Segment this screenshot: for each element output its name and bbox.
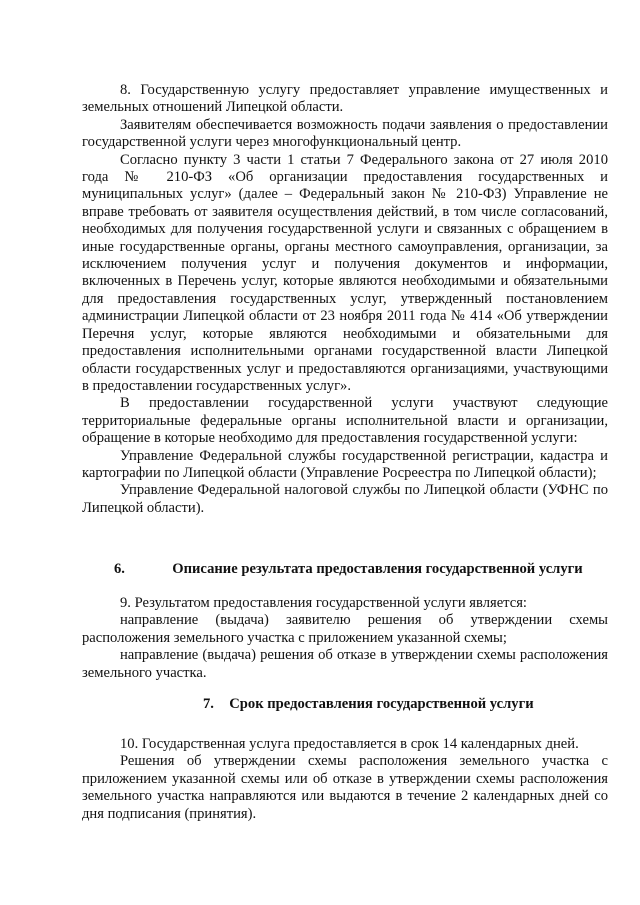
paragraph-8: 8. Государственную услугу предоставляет управление имущественных и земельных отношений Липецкой области. — [82, 82, 608, 116]
section-6-title: Описание результата предоставления государственной услуги — [172, 561, 583, 577]
section-7-number: 7. — [203, 696, 214, 712]
section-7-title: Срок предоставления государственной услуги — [229, 696, 534, 712]
paragraph-approve-result: направление (выдача) заявителю решения об утверждении схемы расположения земельного участка с приложением указанной схемы; — [82, 612, 608, 646]
paragraph-9: 9. Результатом предоставления государственной услуги является: — [120, 595, 527, 611]
section-6-number: 6. — [114, 561, 125, 577]
paragraph-applicants: Заявителям обеспечивается возможность подачи заявления о предоставлении государственной услуги через многофункциональный центр. — [82, 116, 608, 151]
paragraph-decisions-deadline: Решения об утверждении схемы расположения земельного участка с приложением указанной схемы или об отказе в утверждении схемы расположения земельного участка направляются или выдаются в течение 2 календарных дней со дня подписания (принятия). — [82, 753, 608, 822]
paragraph-10: 10. Государственная услуга предоставляется в срок 14 календарных дней. — [120, 736, 579, 752]
section-6-body — [82, 595, 608, 682]
paragraph-federal-law: Согласно пункту 3 части 1 статьи 7 Федерального закона от 27 июля 2010 года № 210-ФЗ «Об организации предоставления государственных и муниципальных услуг» (далее – Федеральный закон № 210-ФЗ) Управление не вправе требовать от заявителя осуществления действий, в том числе согласований, необходимых для получения государственной услуги и связанных с обращением в иные государственные органы, органы местного самоуправления, организации, за исключением получения услуг и получения документов и информации, включенных в Перечень услуг, которые являются необходимыми и обязательными для предоставления государственных услуг, утвержденный постановлением администрации Липецкой области от 23 ноября 2011 года № 414 «Об утверждении Перечня услуг, которые являются необходимыми и обязательными для предоставления исполнительными органами государственной власти Липецкой области государственных услуг и предоставляются организациями, участвующими в предоставлении государственных услуг». — [82, 151, 608, 394]
paragraph-rosreestr: Управление Федеральной службы государственной регистрации, кадастра и картографии по Липецкой области (Управление Росреестра по Липецкой области); — [82, 447, 608, 481]
section-5-continuation — [82, 82, 608, 517]
section-7-body — [82, 736, 608, 823]
paragraph-participants: В предоставлении государственной услуги участвуют следующие территориальные федеральные органы исполнительной власти и организации, обращение в которые необходимо для предоставления государственной услуги: — [82, 395, 608, 447]
section-6-heading — [114, 561, 583, 578]
paragraph-refuse-result: направление (выдача) решения об отказе в утверждении схемы расположения земельного участка. — [82, 647, 608, 681]
section-7-heading — [203, 696, 534, 713]
paragraph-ufns: Управление Федеральной налоговой службы по Липецкой области (УФНС по Липецкой области). — [82, 482, 608, 516]
